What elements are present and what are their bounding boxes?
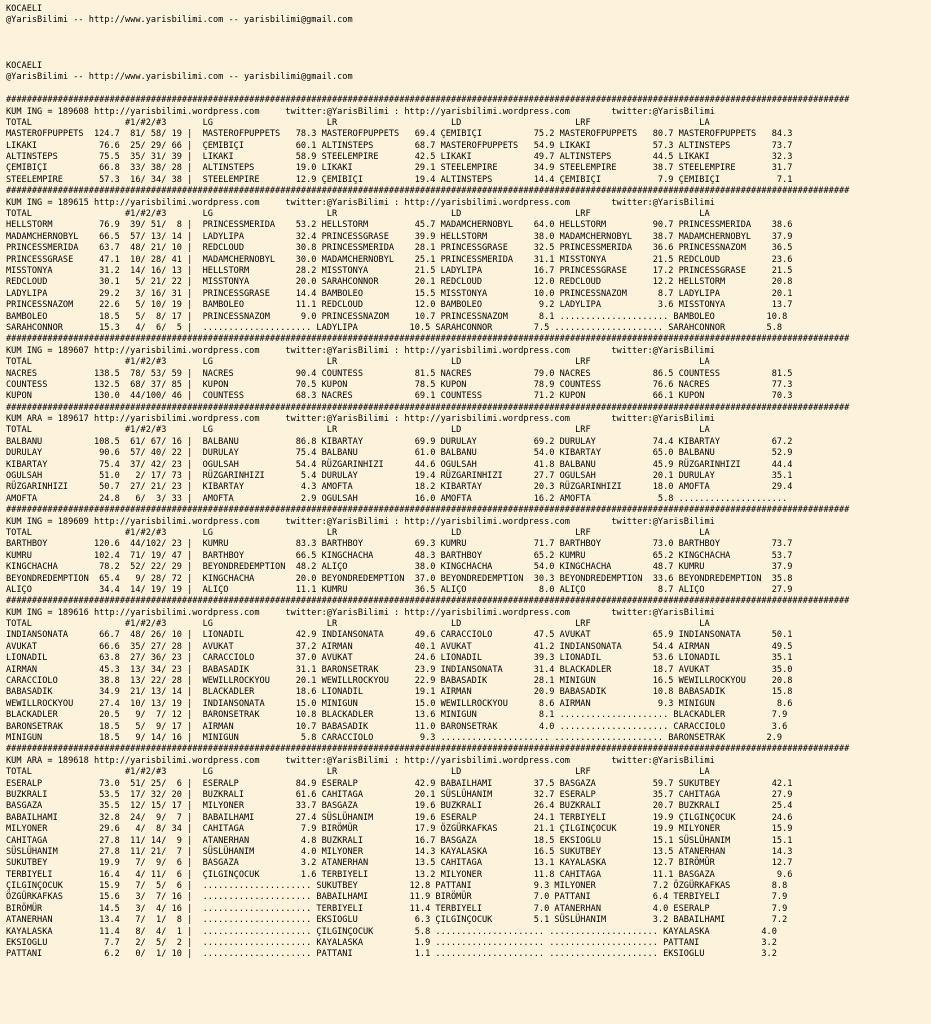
horse-row: NACRES 138.5 78/ 53/ 59 | NACRES 90.4 COUNTESS 81.5 NACRES 79.0 NACRES 86.5 COUNTESS 81.5 bbox=[6, 368, 793, 379]
separator-line: ################################################################################################################################################################### bbox=[6, 505, 850, 516]
blank-line bbox=[6, 50, 931, 61]
horse-row: TERBIYELI 16.4 4/ 11/ 6 | ÇILGINÇOCUK 1.6 TERBIYELI 13.2 MILYONER 11.8 CAHITAGA 11.1 BASGAZA 9.6 bbox=[6, 869, 793, 880]
horse-row: BUZKRALI 53.5 17/ 32/ 20 | BUZKRALI 61.6 CAHITAGA 20.1 SÜSLÜHANIM 32.7 ESERALP 35.7 CAHITAGA 27.9 bbox=[6, 789, 793, 800]
horse-row: BALBANU 108.5 61/ 67/ 16 | BALBANU 86.8 KIBARTAY 69.9 DURULAY 69.2 DURULAY 74.4 KIBARTAY 67.2 bbox=[6, 436, 793, 447]
horse-row: WEWILLROCKYOU 27.4 10/ 13/ 19 | INDIANSONATA 15.0 MINIGUN 15.0 WEWILLROCKYOU 8.6 AIRMAN 9.3 MINIGUN 8.6 bbox=[6, 698, 793, 709]
column-header-line: TOTAL #1/#2/#3 LG LR LD LRF LA bbox=[6, 357, 710, 368]
race-block bbox=[6, 107, 931, 187]
horse-row: REDCLOUD 30.1 5/ 21/ 22 | MISSTONYA 20.0 SARAHCONNOR 20.1 REDCLOUD 12.0 REDCLOUD 12.2 HELLSTORM 20.8 bbox=[6, 277, 793, 288]
column-header-line: TOTAL #1/#2/#3 LG LR LD LRF LA bbox=[6, 425, 710, 436]
race-header-line: KUM ING = 189609 http://yarisbilimi.wordpress.com twitter:@YarisBilimi : http://yarisbilimi.wordpress.com twitter:@YarisBilimi bbox=[6, 516, 715, 527]
race-block bbox=[6, 608, 931, 745]
horse-row: AVUKAT 66.6 35/ 27/ 28 | AVUKAT 37.2 AIRMAN 40.1 AVUKAT 41.2 INDIANSONATA 54.4 AIRMAN 49.5 bbox=[6, 641, 793, 652]
race-header-line: KUM ING = 189615 http://yarisbilimi.wordpress.com twitter:@YarisBilimi : http://yarisbilimi.wordpress.com twitter:@YarisBilimi bbox=[6, 197, 715, 208]
horse-row: SÜSLÜHANIM 27.8 11/ 21/ 7 | SÜSLÜHANIM 4.0 MILYONER 14.3 KAYALASKA 16.5 SUKUTBEY 13.5 ATANERHAN 14.3 bbox=[6, 846, 793, 857]
horse-row: MILYONER 29.6 4/ 8/ 34 | CAHITAGA 7.9 BIRÖMÜR 17.9 ÖZGÜRKAFKAS 21.1 ÇILGINÇOCUK 19.9 MILYONER 15.9 bbox=[6, 824, 793, 835]
horse-row: OGULSAH 51.0 2/ 17/ 73 | RÜZGARINHIZI 5.4 DURULAY 19.4 RÜZGARINHIZI 27.7 OGULSAH 20.1 DURULAY 35.1 bbox=[6, 471, 793, 482]
horse-row: BARTHBOY 120.6 44/102/ 23 | KUMRU 83.3 BARTHBOY 69.3 KUMRU 71.7 BARTHBOY 73.0 BARTHBOY 73.7 bbox=[6, 539, 793, 550]
separator-line: ################################################################################################################################################################### bbox=[6, 334, 850, 345]
horse-row: CARACCIOLO 38.8 13/ 22/ 28 | WEWILLROCKYOU 20.1 WEWILLROCKYOU 22.9 BABASADIK 28.1 MINIGUN 16.5 WEWILLROCKYOU 20.8 bbox=[6, 676, 793, 687]
horse-row: MADAMCHERNOBYL 66.5 57/ 13/ 14 | LADYLIPA 32.4 PRINCESSGRASE 39.9 HELLSTORM 38.0 MADAMCHERNOBYL 38.7 MADAMCHERNOBYL 37.9 bbox=[6, 231, 793, 242]
horse-row: ÖZGÜRKAFKAS 15.6 3/ 7/ 16 | ..................... BABAILHAMI 11.9 BIRÖMÜR 7.0 PATTANI 6.4 TERBIYELI 7.9 bbox=[6, 892, 788, 903]
horse-row: DURULAY 90.6 57/ 40/ 22 | DURULAY 75.4 BALBANU 61.0 BALBANU 54.0 KIBARTAY 65.0 BALBANU 52.9 bbox=[6, 448, 793, 459]
horse-row: ALIÇO 34.4 14/ 19/ 19 | ALIÇO 11.1 KUMRU 36.5 ALIÇO 8.0 ALIÇO 8.7 ALIÇO 27.9 bbox=[6, 584, 793, 595]
horse-row: KAYALASKA 11.4 8/ 4/ 1 | ..................... ÇILGINÇOCUK 5.8 ..................... ..................... KAYALASKA 4.0 bbox=[6, 926, 777, 937]
horse-row: ATANERHAN 13.4 7/ 1/ 8 | ..................... EKSIOGLU 6.3 ÇILGINÇOCUK 5.1 SÜSLÜHANIM 3.2 BABAILHAMI 7.2 bbox=[6, 915, 788, 926]
race-header-line: KUM ING = 189616 http://yarisbilimi.wordpress.com twitter:@YarisBilimi : http://yarisbilimi.wordpress.com twitter:@YarisBilimi bbox=[6, 607, 715, 618]
race-block bbox=[6, 414, 931, 505]
city-title: KOCAELI bbox=[6, 4, 43, 14]
horse-row: BABAILHAMI 32.8 24/ 9/ 7 | BABAILHAMI 27.4 SÜSLÜHANIM 19.6 ESERALP 24.1 TERBIYELI 19.9 ÇILGINÇOCUK 24.6 bbox=[6, 812, 793, 823]
race-header-line: KUM ARA = 189618 http://yarisbilimi.wordpress.com twitter:@YarisBilimi : http://yarisbilimi.wordpress.com twitter:@YarisBilimi bbox=[6, 755, 715, 766]
horse-row: MISSTONYA 31.2 14/ 16/ 13 | HELLSTORM 28.2 MISSTONYA 21.5 LADYLIPA 16.7 PRINCESSGRASE 17.2 PRINCESSGRASE 21.5 bbox=[6, 265, 793, 276]
horse-row: INDIANSONATA 66.7 48/ 26/ 10 | LIONADIL 42.9 INDIANSONATA 49.6 CARACCIOLO 47.5 AVUKAT 65.9 INDIANSONATA 50.1 bbox=[6, 630, 793, 641]
horse-row: ÇILGINÇOCUK 15.9 7/ 5/ 6 | ..................... SUKUTBEY 12.8 PATTANI 9.3 MILYONER 7.2 ÖZGÜRKAFKAS 8.8 bbox=[6, 881, 788, 892]
horse-row: COUNTESS 132.5 68/ 37/ 85 | KUPON 70.5 KUPON 78.5 KUPON 78.9 COUNTESS 76.6 NACRES 77.3 bbox=[6, 379, 793, 390]
separator-line: ################################################################################################################################################################### bbox=[6, 186, 850, 197]
horse-row: PRINCESSMERIDA 63.7 48/ 21/ 10 | REDCLOUD 30.8 PRINCESSMERIDA 28.1 PRINCESSGRASE 32.5 PRINCESSMERIDA 36.6 PRINCESSNAZOM 36.5 bbox=[6, 243, 793, 254]
race-block bbox=[6, 346, 931, 403]
column-header-line: TOTAL #1/#2/#3 LG LR LD LRF LA bbox=[6, 527, 710, 538]
horse-row: LIKAKI 76.6 25/ 29/ 66 | ÇEMIBIÇI 60.1 ALTINSTEPS 68.7 MASTEROFPUPPETS 54.9 LIKAKI 57.3 ALTINSTEPS 73.7 bbox=[6, 140, 793, 151]
horse-row: KIBARTAY 75.4 37/ 42/ 23 | OGULSAH 54.4 RÜZGARINHIZI 44.6 OGULSAH 41.8 BALBANU 45.9 RÜZGARINHIZI 44.4 bbox=[6, 459, 793, 470]
horse-row: AIRMAN 45.3 13/ 34/ 23 | BABASADIK 31.1 BARONSETRAK 23.9 INDIANSONATA 31.4 BLACKADLER 18.7 AVUKAT 35.0 bbox=[6, 664, 793, 675]
horse-row: BEYONDREDEMPTION 65.4 9/ 28/ 72 | KINGCHACHA 20.0 BEYONDREDEMPTION 37.0 BEYONDREDEMPTION 30.3 BEYONDREDEMPTION 33.6 BEYONDREDEMPTION 35.8 bbox=[6, 573, 793, 584]
column-header-line: TOTAL #1/#2/#3 LG LR LD LRF LA bbox=[6, 209, 710, 220]
horse-row: LADYLIPA 29.2 3/ 16/ 31 | PRINCESSGRASE 14.4 BAMBOLEO 15.5 MISSTONYA 10.0 PRINCESSNAZOM 8.7 LADYLIPA 20.1 bbox=[6, 288, 793, 299]
horse-row: BIRÖMÜR 14.5 3/ 4/ 16 | ..................... TERBIYELI 11.4 TERBIYELI 7.0 ATANERHAN 4.0 ESERALP 7.9 bbox=[6, 903, 788, 914]
horse-row: HELLSTORM 76.9 39/ 51/ 8 | PRINCESSMERIDA 53.2 HELLSTORM 45.7 MADAMCHERNOBYL 64.0 HELLSTORM 90.7 PRINCESSMERIDA 38.6 bbox=[6, 220, 793, 231]
city-title-repeat: KOCAELI bbox=[6, 60, 43, 71]
horse-row: PRINCESSGRASE 47.1 10/ 28/ 41 | MADAMCHERNOBYL 30.0 MADAMCHERNOBYL 25.1 PRINCESSMERIDA 31.1 MISSTONYA 21.5 REDCLOUD 23.6 bbox=[6, 254, 793, 265]
separator-line: ################################################################################################################################################################### bbox=[6, 402, 850, 413]
horse-row: EKSIOGLU 7.7 2/ 5/ 2 | ..................... KAYALASKA 1.9 ..................... ..................... PATTANI 3.2 bbox=[6, 938, 777, 949]
horse-row: BAMBOLEO 18.5 5/ 8/ 17 | PRINCESSNAZOM 9.0 PRINCESSNAZOM 10.7 PRINCESSNAZOM 8.1 ..................... BAMBOLEO 10.8 bbox=[6, 311, 788, 322]
horse-row: BABASADIK 34.9 21/ 13/ 14 | BLACKADLER 18.6 LIONADIL 19.1 AIRMAN 20.9 BABASADIK 10.8 BABASADIK 15.8 bbox=[6, 687, 793, 698]
column-header-line: TOTAL #1/#2/#3 LG LR LD LRF LA bbox=[6, 767, 710, 778]
contact-line: @YarisBilimi -- http://www.yarisbilimi.com -- yarisbilimi@gmail.com bbox=[6, 15, 353, 26]
blank-line bbox=[6, 38, 931, 49]
horse-row: KINGCHACHA 78.2 52/ 22/ 29 | BEYONDREDEMPTION 48.2 ALIÇO 38.0 KINGCHACHA 54.0 KINGCHACHA 48.7 KUMRU 37.9 bbox=[6, 562, 793, 573]
separator-line: ################################################################################################################################################################### bbox=[6, 596, 850, 607]
horse-row: SARAHCONNOR 15.3 4/ 6/ 5 | ..................... LADYLIPA 10.5 SARAHCONNOR 7.5 ..................... SARAHCONNOR 5.8 bbox=[6, 322, 783, 333]
horse-row: PATTANI 6.2 0/ 1/ 10 | ..................... PATTANI 1.1 ..................... ..................... EKSIOGLU 3.2 bbox=[6, 949, 777, 960]
blank-line bbox=[6, 84, 931, 95]
horse-row: AMOFTA 24.8 6/ 3/ 33 | AMOFTA 2.9 OGULSAH 16.0 AMOFTA 16.2 AMOFTA 5.8 ..................... bbox=[6, 493, 788, 504]
horse-row: BARONSETRAK 18.5 5/ 9/ 17 | AIRMAN 10.7 BABASADIK 11.0 BARONSETRAK 4.0 ..................... CARACCIOLO 3.6 bbox=[6, 721, 788, 732]
horse-row: ESERALP 73.0 51/ 25/ 6 | ESERALP 84.9 ESERALP 42.9 BABAILHAMI 37.5 BASGAZA 59.7 SUKUTBEY 42.1 bbox=[6, 778, 793, 789]
horse-row: ÇEMIBIÇI 66.8 33/ 38/ 28 | ALTINSTEPS 19.0 LIKAKI 29.1 STEELEMPIRE 34.9 STEELEMPIRE 38.7 STEELEMPIRE 31.7 bbox=[6, 163, 793, 174]
race-header-line: KUM ING = 189607 http://yarisbilimi.wordpress.com twitter:@YarisBilimi : http://yarisbilimi.wordpress.com twitter:@YarisBilimi bbox=[6, 345, 715, 356]
column-header-line: TOTAL #1/#2/#3 LG LR LD LRF LA bbox=[6, 619, 710, 630]
race-header-line: KUM ARA = 189617 http://yarisbilimi.wordpress.com twitter:@YarisBilimi : http://yarisbilimi.wordpress.com twitter:@YarisBilimi bbox=[6, 414, 715, 425]
horse-row: STEELEMPIRE 57.3 16/ 34/ 38 | STEELEMPIRE 12.9 ÇEMIBIÇI 19.4 ALTINSTEPS 14.4 ÇEMIBIÇI 7.9 ÇEMIBIÇI 7.1 bbox=[6, 174, 793, 185]
race-blocks bbox=[6, 95, 931, 961]
horse-row: LIONADIL 63.8 27/ 36/ 23 | CARACCIOLO 37.0 AVUKAT 24.6 LIONADIL 39.3 LIONADIL 53.6 LIONADIL 35.1 bbox=[6, 653, 793, 664]
separator-line: ################################################################################################################################################################### bbox=[6, 95, 850, 106]
race-header-line: KUM ING = 189608 http://yarisbilimi.wordpress.com twitter:@YarisBilimi : http://yarisbilimi.wordpress.com twitter:@YarisBilimi bbox=[6, 106, 715, 117]
column-header-line: TOTAL #1/#2/#3 LG LR LD LRF LA bbox=[6, 117, 710, 128]
horse-row: PRINCESSNAZOM 22.6 5/ 10/ 19 | BAMBOLEO 11.1 REDCLOUD 12.0 BAMBOLEO 9.2 LADYLIPA 3.6 MISSTONYA 13.7 bbox=[6, 300, 793, 311]
race-block bbox=[6, 517, 931, 597]
separator-line: ################################################################################################################################################################### bbox=[6, 744, 850, 755]
horse-row: MASTEROFPUPPETS 124.7 81/ 58/ 19 | MASTEROFPUPPETS 78.3 MASTEROFPUPPETS 69.4 ÇEMIBIÇI 75.2 MASTEROFPUPPETS 80.7 MASTEROFPUPPETS 84.3 bbox=[6, 129, 793, 140]
race-block bbox=[6, 198, 931, 335]
horse-row: BASGAZA 35.5 12/ 15/ 17 | MILYONER 33.7 BASGAZA 19.6 BUZKRALI 26.4 BUZKRALI 20.7 BUZKRALI 25.4 bbox=[6, 801, 793, 812]
contact-line-repeat: @YarisBilimi -- http://www.yarisbilimi.com -- yarisbilimi@gmail.com bbox=[6, 72, 353, 83]
horse-row: CAHITAGA 27.8 11/ 14/ 9 | ATANERHAN 4.8 BUZKRALI 16.7 BASGAZA 18.5 EKSIOGLU 15.1 SÜSLÜHANIM 15.1 bbox=[6, 835, 793, 846]
horse-row: KUPON 130.0 44/100/ 46 | COUNTESS 68.3 NACRES 69.1 COUNTESS 71.2 KUPON 66.1 KUPON 70.3 bbox=[6, 391, 793, 402]
horse-row: BLACKADLER 20.5 9/ 7/ 12 | BARONSETRAK 10.8 BLACKADLER 13.6 MINIGUN 8.1 ..................... BLACKADLER 7.9 bbox=[6, 710, 788, 721]
blank-line bbox=[6, 27, 931, 38]
horse-row: SUKUTBEY 19.9 7/ 9/ 6 | BASGAZA 3.2 ATANERHAN 13.5 CAHITAGA 13.1 KAYALASKA 12.7 BIRÖMÜR 12.7 bbox=[6, 858, 793, 869]
horse-row: ALTINSTEPS 75.5 35/ 31/ 39 | LIKAKI 58.9 STEELEMPIRE 42.5 LIKAKI 49.7 ALTINSTEPS 44.5 LIKAKI 32.3 bbox=[6, 152, 793, 163]
horse-row: MINIGUN 18.5 9/ 14/ 16 | MINIGUN 5.8 CARACCIOLO 9.3 ..................... ..................... BARONSETRAK 2.9 bbox=[6, 733, 783, 743]
race-block bbox=[6, 756, 931, 961]
horse-row: RÜZGARINHIZI 50.7 27/ 21/ 23 | KIBARTAY 4.3 AMOFTA 18.2 KIBARTAY 20.3 RÜZGARINHIZI 18.0 AMOFTA 29.4 bbox=[6, 482, 793, 493]
horse-row: KUMRU 102.4 71/ 19/ 47 | BARTHBOY 66.5 KINGCHACHA 48.3 BARTHBOY 65.2 KUMRU 65.2 KINGCHACHA 53.7 bbox=[6, 550, 793, 561]
